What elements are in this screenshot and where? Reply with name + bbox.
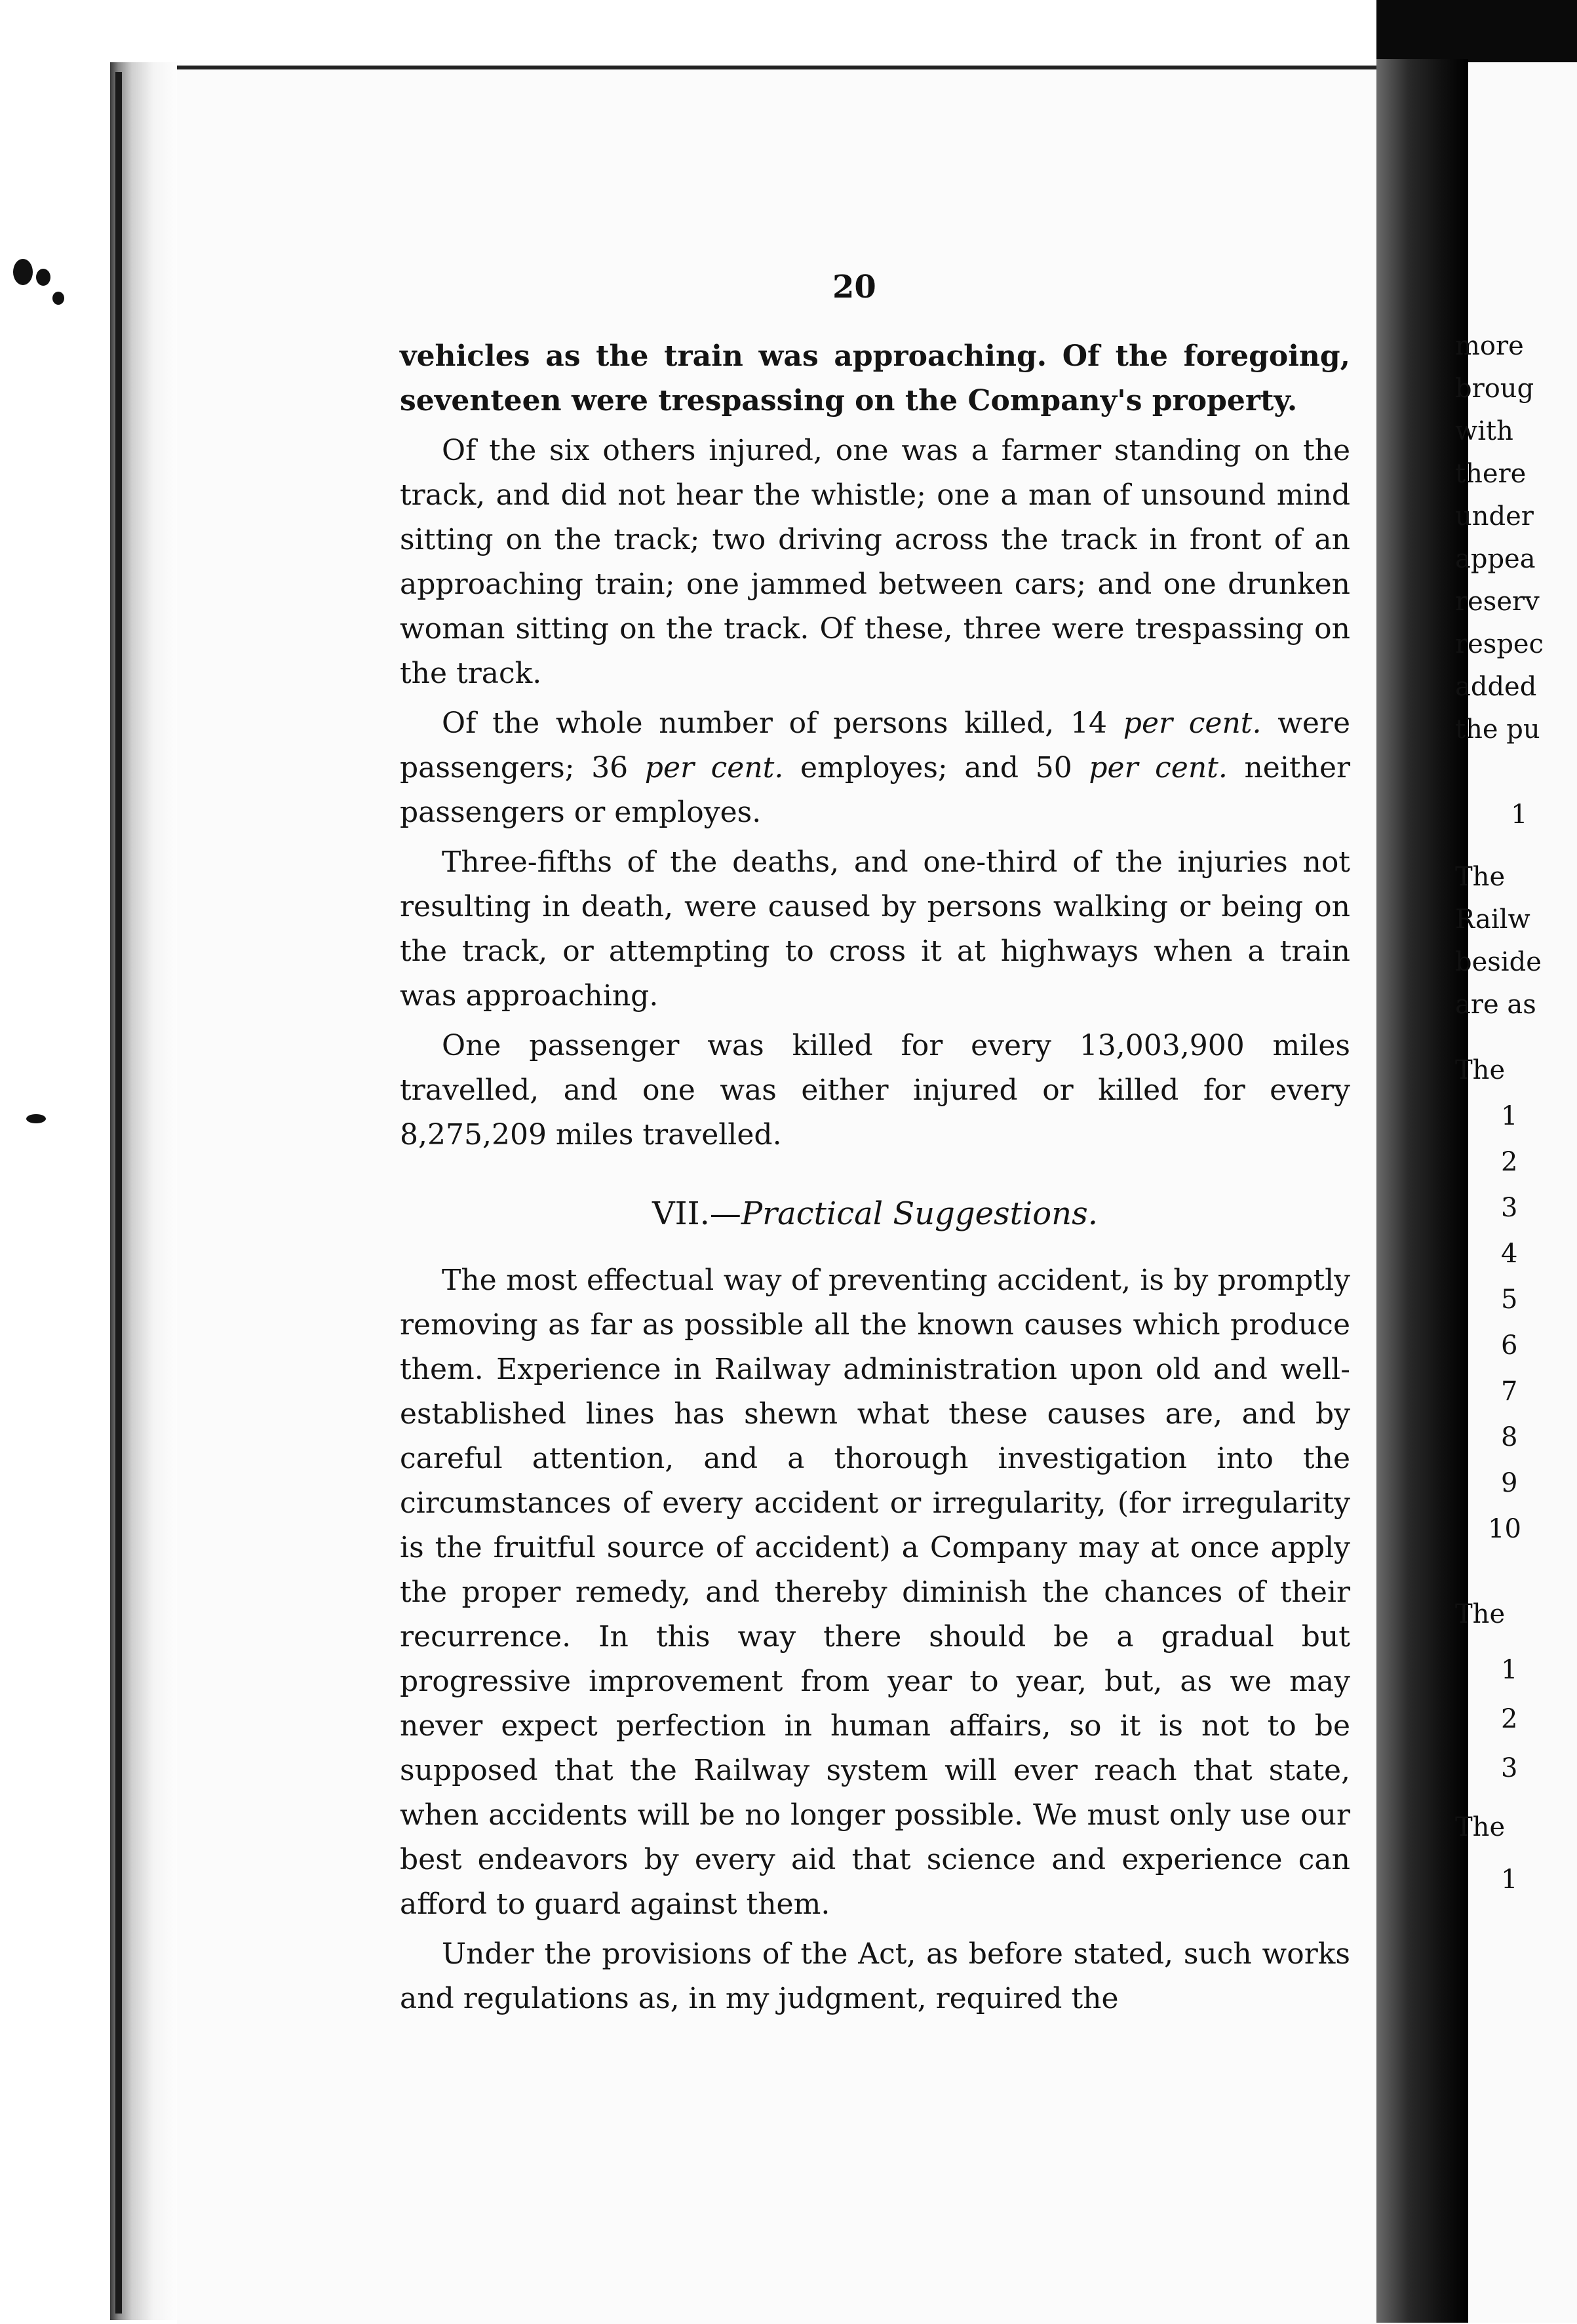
scan-background — [0, 0, 111, 2323]
facing-page-fragment: The — [1455, 1812, 1506, 1842]
facing-page-fragment: more — [1455, 331, 1524, 361]
facing-page-fragment: beside — [1455, 947, 1542, 977]
facing-page-fragment: 8 — [1501, 1422, 1518, 1452]
facing-page-fragment: 2 — [1501, 1147, 1518, 1177]
italic-term: per cent. — [1123, 707, 1262, 740]
section-heading — [400, 1191, 1350, 1236]
facing-page-fragment: with — [1455, 416, 1513, 446]
facing-page-fragment: 2 — [1501, 1704, 1518, 1734]
facing-page-fragment: broug — [1455, 374, 1534, 404]
section-title: Practical Suggestions. — [741, 1195, 1098, 1232]
body-text — [400, 334, 1350, 2026]
facing-page-fragment: respec — [1455, 629, 1544, 659]
paragraph: Three-fifths of the deaths, and one-third of the injuries not resulting in death, were caused by persons walking or being on the track, or attempting to cross it at highways when a train was approaching. — [400, 845, 1350, 1013]
facing-page-fragment: the pu — [1455, 714, 1540, 745]
paragraph: Of the whole number of persons killed, 14 per cent. were passengers; 36 per cent. employes; and 50 per cent. neither passengers or employes. — [400, 707, 1351, 829]
paragraph: vehicles as the train was approaching. Of the foregoing, seventeen were trespassing on the Company's property. — [400, 339, 1350, 417]
facing-page-fragment: The — [1455, 1055, 1506, 1085]
italic-term: per cent. — [1089, 751, 1228, 784]
facing-page-fragment: 3 — [1501, 1753, 1518, 1783]
facing-page-fragment: there — [1455, 459, 1527, 489]
facing-page-fragment: reserv — [1455, 587, 1540, 617]
facing-page-fragment: 10 — [1488, 1514, 1521, 1544]
facing-page-fragment: 1 — [1501, 1101, 1518, 1131]
facing-page-fragment: The — [1455, 862, 1506, 892]
scan-speck — [52, 292, 64, 305]
facing-page-fragment: 5 — [1501, 1285, 1518, 1315]
paragraph: One passenger was killed for every 13,003,900 miles travelled, and one was either injured or killed for every 8,275,209 miles travelled. — [400, 1029, 1350, 1152]
facing-page-fragment: 1 — [1501, 1865, 1518, 1895]
facing-page — [1455, 62, 1577, 2323]
scan-speck — [26, 1114, 46, 1123]
facing-page-fragment: are as — [1455, 990, 1536, 1020]
facing-page-fragment: 3 — [1501, 1193, 1518, 1223]
facing-page-fragment: The — [1455, 1599, 1506, 1629]
facing-page-fragment: 6 — [1501, 1330, 1518, 1361]
facing-page-fragment: 4 — [1501, 1239, 1518, 1269]
paragraph: Under the provisions of the Act, as before stated, such works and regulations as, in my judgment, required the — [400, 1937, 1350, 2015]
spine-edge — [115, 72, 122, 2314]
top-dark-edge — [1376, 0, 1577, 62]
section-number: VII.— — [652, 1195, 741, 1232]
facing-page-fragment: Railw — [1455, 904, 1530, 935]
page-number: 20 — [832, 269, 876, 305]
facing-page-fragment: 1 — [1501, 1655, 1518, 1685]
page-edge-shadow — [1376, 59, 1468, 2323]
facing-page-fragment: under — [1455, 501, 1534, 532]
paragraph: Of the six others injured, one was a farmer standing on the track, and did not hear the whistle; one a man of unsound mind sitting on the track; two driving across the track in front of an approaching train; one jammed between cars; and one drunken woman sitting on the track. Of these, three were trespassing on the track. — [400, 434, 1350, 690]
facing-page-fragment: appea — [1455, 544, 1536, 574]
italic-term: per cent. — [644, 751, 784, 784]
scan-speck — [13, 259, 33, 285]
facing-page-fragment: 7 — [1501, 1376, 1518, 1406]
facing-page-fragment: 9 — [1501, 1468, 1518, 1498]
paragraph: The most effectual way of preventing accident, is by promptly removing as far as possible all the known causes which produce them. Experience in Railway administration upon old and well-established lines has shewn what these causes are, and by careful attention, and a thorough investigation into the circumstances of every accident or irregularity, (for irregularity is the fruitful source of accident) a Company may at once apply the proper remedy, and thereby diminish the chances of their recurrence. In this way there should be a gradual but progressive improvement from year to year, but, as we may never expect perfection in human affairs, so it is not to be supposed that the Railway system will ever reach that state, when accidents will be no longer possible. We must only use our best endeavors by every aid that science and experience can afford to guard against them. — [400, 1264, 1350, 1921]
scan-speck — [36, 269, 50, 286]
facing-page-fragment: 1 — [1511, 800, 1528, 830]
facing-page-fragment: added — [1455, 672, 1537, 702]
